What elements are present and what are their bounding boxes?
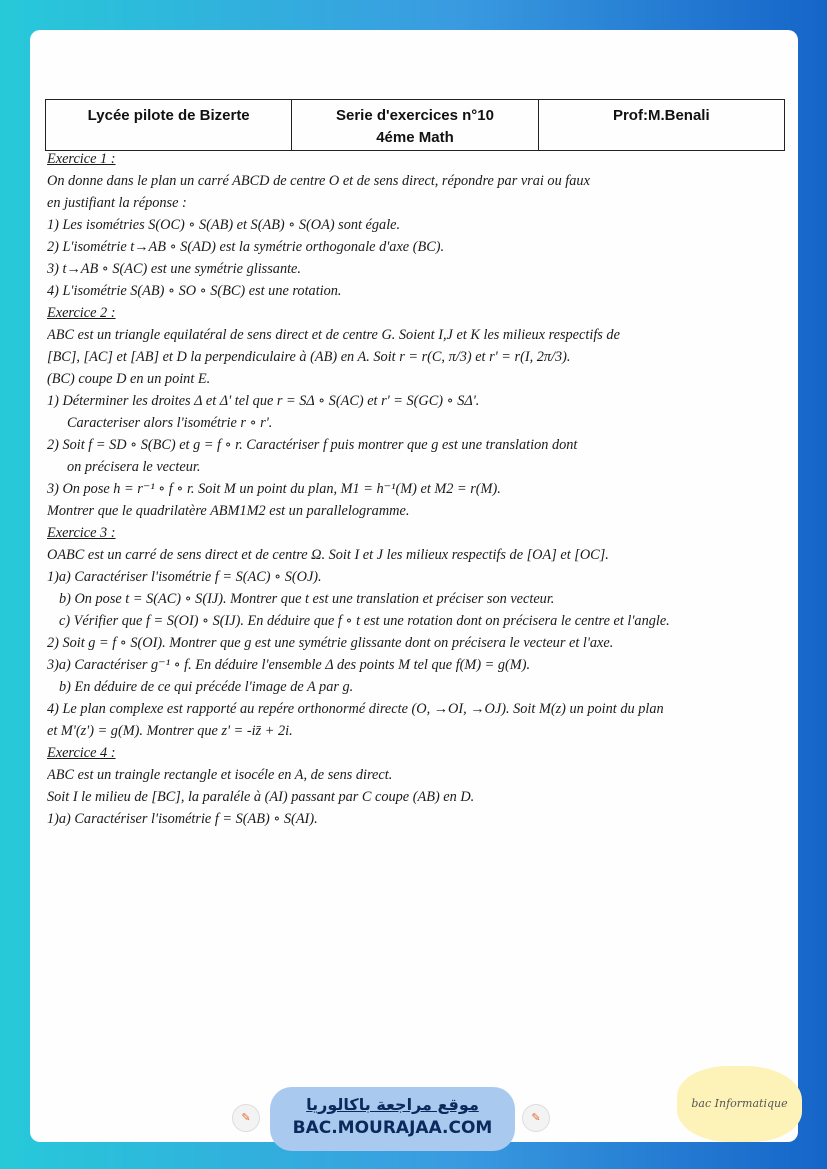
professor-name: Prof:M.Benali bbox=[612, 107, 710, 124]
text-line: 1)a) Caractériser l'isométrie f = S(AB) ∘ S(AI). bbox=[47, 811, 318, 827]
text-line: en justifiant la réponse : bbox=[47, 195, 187, 211]
text-line: 4) L'isométrie S(AB) ∘ SO ∘ S(BC) est une rotation. bbox=[47, 283, 342, 299]
text-line: 4) Le plan complexe est rapporté au repére orthonormé directe (O, →OI, →OJ). Soit M(z) un point du plan bbox=[47, 701, 664, 717]
text-line: OABC est un carré de sens direct et de centre Ω. Soit I et J les milieux respectifs de [OA] et [OC]. bbox=[47, 547, 609, 563]
footer-arabic-text: موقع مراجعة باكالوريا bbox=[306, 1095, 479, 1114]
footer-banner[interactable] bbox=[270, 1087, 515, 1151]
header-table bbox=[45, 99, 785, 151]
left-logo-icon: ✎ bbox=[232, 1104, 260, 1132]
text-line: 1) Les isométries S(OC) ∘ S(AB) et S(AB) ∘ S(OA) sont égale. bbox=[47, 217, 401, 233]
right-logo-icon: ✎ bbox=[522, 1104, 550, 1132]
text-line: 3)a) Caractériser g⁻¹ ∘ f. En déduire l'ensemble Δ des points M tel que f(M) = g(M). bbox=[47, 657, 531, 673]
text-line: Soit I le milieu de [BC], la paraléle à (AI) passant par C coupe (AB) en D. bbox=[47, 789, 475, 805]
text-line: 3) t→AB ∘ S(AC) est une symétrie glissante. bbox=[47, 261, 301, 277]
text-line: [BC], [AC] et [AB] et D la perpendiculaire à (AB) en A. Soit r = r(C, π/3) et r' = r(I, 2π/3). bbox=[47, 349, 571, 365]
text-line: c) Vérifier que f = S(OI) ∘ S(IJ). En déduire que f ∘ t est une rotation dont on précisera le centre et l'angle. bbox=[59, 613, 670, 629]
series-title bbox=[292, 100, 538, 150]
text-line: 3) On pose h = r⁻¹ ∘ f ∘ r. Soit M un point du plan, M1 = h⁻¹(M) et M2 = r(M). bbox=[47, 481, 501, 497]
exercise-content bbox=[47, 148, 767, 830]
text-line: (BC) coupe D en un point E. bbox=[47, 371, 211, 387]
exercise-heading: Exercice 3 : bbox=[47, 525, 116, 541]
text-line: ABC est un triangle equilatéral de sens direct et de centre G. Soient I,J et K les milieux respectifs de bbox=[47, 327, 620, 343]
school-name: Lycée pilote de Bizerte bbox=[46, 100, 292, 150]
text-line: 1)a) Caractériser l'isométrie f = S(AC) ∘ S(OJ). bbox=[47, 569, 322, 585]
text-line: Montrer que le quadrilatère ABM1M2 est un parallelogramme. bbox=[47, 503, 410, 519]
text-line: 2) Soit f = SD ∘ S(BC) et g = f ∘ r. Caractériser f puis montrer que g est une translation dont bbox=[47, 437, 578, 453]
text-line: b) On pose t = S(AC) ∘ S(IJ). Montrer que t est une translation et préciser son vecteur. bbox=[59, 591, 555, 607]
bac-informatique-badge: bac Informatique bbox=[677, 1066, 802, 1142]
exercise-heading: Exercice 4 : bbox=[47, 745, 116, 761]
series-line-1: Serie d'exercices n°10 bbox=[335, 107, 494, 124]
text-line: on précisera le vecteur. bbox=[67, 459, 201, 475]
text-line: b) En déduire de ce qui précéde l'image de A par g. bbox=[59, 679, 354, 695]
text-line: 2) L'isométrie t→AB ∘ S(AD) est la symétrie orthogonale d'axe (BC). bbox=[47, 239, 445, 255]
series-line-2: 4éme Math bbox=[376, 129, 454, 146]
exercise-heading: Exercice 1 : bbox=[47, 151, 116, 167]
text-line: On donne dans le plan un carré ABCD de centre O et de sens direct, répondre par vrai ou faux bbox=[47, 173, 590, 189]
footer-url-link[interactable]: BAC.MOURAJAA.COM bbox=[292, 1118, 493, 1138]
text-line: Caracteriser alors l'isométrie r ∘ r'. bbox=[67, 415, 273, 431]
text-line: 2) Soit g = f ∘ S(OI). Montrer que g est une symétrie glissante dont on précisera le vecteur et l'axe. bbox=[47, 635, 614, 651]
text-line: 1) Déterminer les droites Δ et Δ' tel que r = SΔ ∘ S(AC) et r' = S(GC) ∘ SΔ'. bbox=[47, 393, 480, 409]
text-line: ABC est un traingle rectangle et isocéle en A, de sens direct. bbox=[47, 767, 393, 783]
text-line: et M'(z') = g(M). Montrer que z' = -iz̄ + 2i. bbox=[47, 723, 293, 739]
exercise-heading: Exercice 2 : bbox=[47, 305, 116, 321]
